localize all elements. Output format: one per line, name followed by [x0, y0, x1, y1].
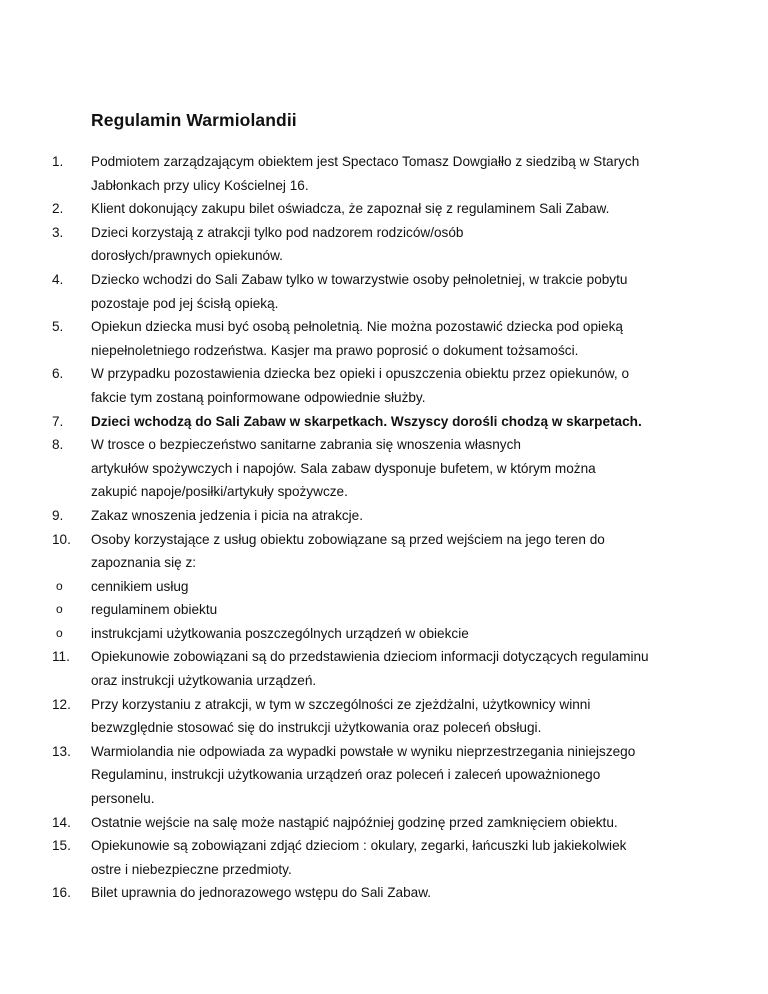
item-line: Dzieci korzystają z atrakcji tylko pod nadzorem rodziców/osób [91, 224, 464, 240]
item-number: 4. [52, 271, 64, 287]
item-line: ostre i niebezpieczne przedmioty. [91, 861, 292, 877]
item-line: Przy korzystaniu z atrakcji, w tym w szczególności ze zjeżdżalni, użytkownicy winni [91, 696, 591, 712]
item-line: bezwzględnie stosować się do instrukcji użytkowania oraz poleceń obsługi. [91, 720, 542, 736]
item-line: Bilet uprawnia do jednorazowego wstępu do Sali Zabaw. [91, 885, 432, 901]
item-line: niepełnoletniego rodzeństwa. Kasjer ma prawo poprosić o dokument tożsamości. [91, 342, 579, 358]
rule-item-11 [0, 645, 691, 692]
item-text [91, 221, 691, 268]
item-text [91, 645, 691, 692]
item-line: Opiekun dziecka musi być osobą pełnoletnią. Nie można pozostawić dziecka pod opieką [91, 319, 623, 335]
item-line: fakcie tym zostaną poinformowane odpowiednie służby. [91, 389, 426, 405]
item-line: cennikiem usług [91, 578, 189, 594]
rule-item-7 [0, 410, 691, 434]
rule-item-12 [0, 693, 691, 740]
item-line: personelu. [91, 791, 155, 807]
sub-item-price-list [0, 575, 691, 599]
item-number: 10. [52, 531, 71, 547]
item-number: 16. [52, 885, 71, 901]
rule-item-16 [0, 881, 691, 905]
item-number: 13. [52, 743, 71, 759]
item-number: 7. [52, 413, 64, 429]
item-number: 15. [52, 838, 71, 854]
item-text [91, 528, 691, 575]
rule-item-14 [0, 811, 691, 835]
item-number: 6. [52, 366, 64, 382]
item-text [91, 575, 691, 599]
item-line: Zakaz wnoszenia jedzenia i picia na atrakcje. [91, 507, 364, 523]
item-text [91, 197, 691, 221]
item-line: Dziecko wchodzi do Sali Zabaw tylko w towarzystwie osoby pełnoletniej, w trakcie pobytu [91, 271, 628, 287]
item-text [91, 622, 691, 646]
item-line: dorosłych/prawnych opiekunów. [91, 248, 283, 264]
bullet-icon: o [56, 625, 63, 640]
item-text [91, 834, 691, 881]
item-text [91, 504, 691, 528]
item-line: oraz instrukcji użytkowania urządzeń. [91, 673, 317, 689]
item-text [91, 410, 691, 434]
rule-item-9 [0, 504, 691, 528]
item-number: 11. [52, 649, 70, 665]
item-line: Dzieci wchodzą do Sali Zabaw w skarpetkach. Wszyscy dorośli chodzą w skarpetach. [91, 413, 642, 429]
rule-item-1 [0, 150, 691, 197]
rule-item-5 [0, 315, 691, 362]
item-number: 3. [52, 224, 64, 240]
item-text [91, 362, 691, 409]
item-text [91, 315, 691, 362]
item-line: Regulaminu, instrukcji użytkowania urządzeń oraz poleceń i zaleceń upoważnionego [91, 767, 601, 783]
item-number: 5. [52, 319, 64, 335]
rule-item-2 [0, 197, 691, 221]
item-line: zapoznania się z: [91, 555, 197, 571]
item-line: Ostatnie wejście na salę może nastąpić najpóźniej godzinę przed zamknięciem obiektu. [91, 814, 618, 830]
item-number: 12. [52, 696, 71, 712]
item-number: 2. [52, 201, 64, 217]
item-number: 9. [52, 507, 64, 523]
item-line: artykułów spożywczych i napojów. Sala zabaw dysponuje bufetem, w którym można [91, 460, 596, 476]
item-line: instrukcjami użytkowania poszczególnych urządzeń w obiekcie [91, 625, 469, 641]
item-number: 14. [52, 814, 71, 830]
item-text [91, 881, 691, 905]
item-line: pozostaje pod jej ścisłą opieką. [91, 295, 279, 311]
rule-item-3 [0, 221, 691, 268]
bullet-icon: o [56, 578, 63, 593]
rule-item-6 [0, 362, 691, 409]
item-line: W trosce o bezpieczeństwo sanitarne zabrania się wnoszenia własnych [91, 437, 521, 453]
item-line: Opiekunowie zobowiązani są do przedstawienia dzieciom informacji dotyczących regulaminu [91, 649, 649, 665]
item-line: Jabłonkach przy ulicy Kościelnej 16. [91, 177, 309, 193]
item-text [91, 433, 691, 504]
sub-item-regulations [0, 598, 691, 622]
item-line: Klient dokonujący zakupu bilet oświadcza, że zapoznał się z regulaminem Sali Zabaw. [91, 201, 610, 217]
rule-item-4 [0, 268, 691, 315]
item-text [91, 811, 691, 835]
rule-item-8 [0, 433, 691, 504]
rule-item-15 [0, 834, 691, 881]
item-line: W przypadku pozostawienia dziecka bez opieki i opuszczenia obiektu przez opiekunów, o [91, 366, 630, 382]
item-number: 8. [52, 437, 64, 453]
item-line: Opiekunowie są zobowiązani zdjąć dzieciom : okulary, zegarki, łańcuszki lub jakiekolwiek [91, 838, 627, 854]
item-line: Osoby korzystające z usług obiektu zobowiązane są przed wejściem na jego teren do [91, 531, 605, 547]
rule-item-13 [0, 740, 691, 811]
item-text [91, 598, 691, 622]
item-line: Podmiotem zarządzającym obiektem jest Spectaco Tomasz Dowgiałło z siedzibą w Starych [91, 154, 640, 169]
item-number: 1. [52, 154, 64, 169]
item-line: Warmiolandia nie odpowiada za wypadki powstałe w wyniku nieprzestrzegania niniejszego [91, 743, 636, 759]
document-title: Regulamin Warmiolandii [91, 110, 297, 130]
rules-list [0, 150, 768, 905]
item-line: regulaminem obiektu [91, 602, 218, 618]
item-text [91, 150, 691, 197]
item-line: zakupić napoje/posiłki/artykuły spożywcze. [91, 484, 348, 500]
bullet-icon: o [56, 602, 63, 617]
sub-item-instructions [0, 622, 691, 646]
rule-item-10 [0, 528, 691, 575]
item-text [91, 693, 691, 740]
item-text [91, 740, 691, 811]
item-text [91, 268, 691, 315]
